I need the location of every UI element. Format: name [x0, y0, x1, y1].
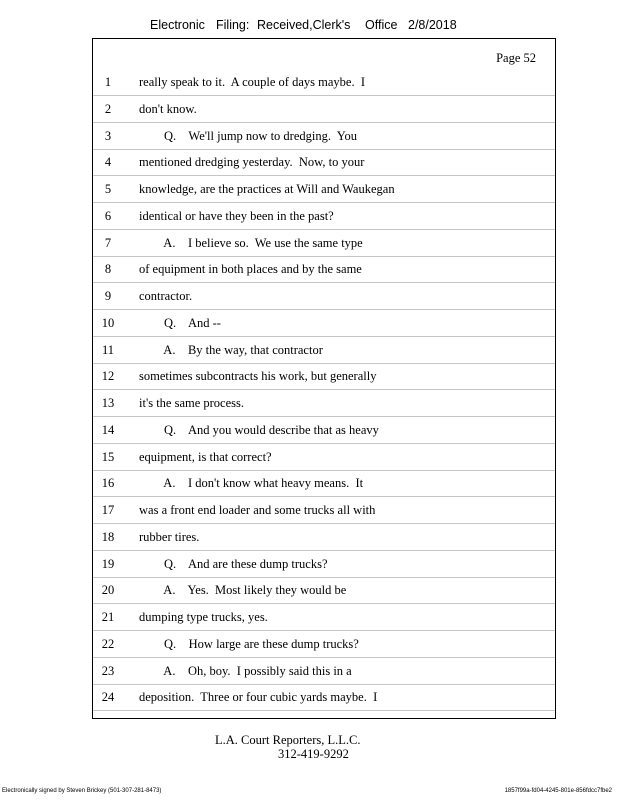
line-rule [93, 282, 555, 283]
transcript-page [92, 38, 556, 719]
line-number: 19 [101, 556, 115, 571]
line-number: 12 [101, 369, 115, 384]
line-rule [93, 149, 555, 150]
transcript-line [93, 396, 555, 423]
transcript-line [93, 637, 555, 664]
line-number: 4 [104, 155, 112, 170]
transcript-line [93, 102, 555, 129]
line-number: 11 [101, 342, 115, 357]
line-text: deposition. Three or four cubic yards maybe. I [139, 690, 378, 705]
transcript-line [93, 690, 555, 717]
line-text: identical or have they been in the past? [139, 208, 334, 223]
header-date: 2/8/2018 [408, 18, 457, 32]
line-number: 6 [104, 208, 112, 223]
line-text: Q. And -- [139, 315, 221, 330]
line-number: 18 [101, 529, 115, 544]
transcript-line [93, 129, 555, 156]
line-number: 17 [101, 503, 115, 517]
line-rule [93, 523, 555, 524]
line-rule [93, 550, 555, 551]
transcript-line [93, 155, 555, 182]
line-text: mentioned dredging yesterday. Now, to your [139, 155, 365, 170]
line-number: 20 [101, 583, 115, 598]
line-rule [93, 470, 555, 471]
transcript-line [93, 476, 555, 503]
line-rule [93, 630, 555, 631]
line-number: 5 [104, 182, 112, 196]
transcript-line [93, 209, 555, 236]
line-text: A. By the way, that contractor [139, 342, 323, 357]
transcript-line [93, 75, 555, 102]
line-rule [93, 603, 555, 604]
header-word-electronic: Electronic [150, 18, 205, 32]
line-text: Q. How large are these dump trucks? [139, 636, 359, 651]
line-number: 16 [101, 476, 115, 491]
line-text: of equipment in both places and by the same [139, 262, 362, 277]
line-text: it's the same process. [139, 396, 245, 410]
line-number: 1 [104, 75, 112, 89]
line-text: knowledge, are the practices at Will and Waukegan [139, 182, 395, 196]
line-rule [93, 122, 555, 123]
line-rule [93, 389, 555, 390]
transcript-line [93, 182, 555, 209]
transcript-line [93, 610, 555, 637]
transcript-line [93, 289, 555, 316]
transcript-line [93, 369, 555, 396]
line-rule [93, 496, 555, 497]
header-word-filing: Filing: [216, 18, 250, 32]
line-text: Q. We'll jump now to dredging. You [139, 128, 358, 143]
line-rule [93, 336, 555, 337]
line-rule [93, 175, 555, 176]
page-number: Page 52 [496, 51, 536, 65]
transcript-line [93, 583, 555, 610]
line-number: 8 [104, 262, 112, 277]
line-text: A. I don't know what heavy means. It [139, 476, 364, 491]
transcript-line [93, 664, 555, 691]
header-word-received: Received,Clerk's [257, 18, 351, 32]
line-number: 23 [101, 663, 115, 678]
header-word-office: Office [365, 18, 398, 32]
line-text: A. I believe so. We use the same type [139, 235, 363, 250]
line-rule [93, 256, 555, 257]
line-number: 14 [101, 422, 115, 437]
line-rule [93, 657, 555, 658]
line-rule [93, 363, 555, 364]
line-number: 24 [101, 690, 115, 705]
line-number: 13 [101, 396, 115, 410]
transcript-line [93, 530, 555, 557]
line-rule [93, 229, 555, 230]
transcript-line [93, 316, 555, 343]
transcript-line [93, 343, 555, 370]
line-rule [93, 443, 555, 444]
line-text: Q. And are these dump trucks? [139, 556, 328, 571]
line-number: 7 [104, 235, 112, 250]
line-number: 15 [101, 449, 115, 464]
line-text: contractor. [139, 289, 193, 303]
transcript-line [93, 450, 555, 477]
line-text: Q. And you would describe that as heavy [139, 422, 379, 437]
transcript-line [93, 423, 555, 450]
footer-phone: 312-419-9292 [278, 747, 349, 761]
line-text: A. Oh, boy. I possibly said this in a [139, 663, 352, 678]
line-number: 22 [101, 636, 115, 651]
line-text: sometimes subcontracts his work, but generally [139, 369, 377, 384]
transcript-line [93, 262, 555, 289]
line-text: don't know. [139, 101, 197, 116]
line-number: 3 [104, 128, 112, 143]
transcript-line [93, 557, 555, 584]
line-rule [93, 309, 555, 310]
line-text: A. Yes. Most likely they would be [139, 583, 347, 598]
line-number: 21 [101, 610, 115, 624]
line-rule [93, 95, 555, 96]
line-rule [93, 710, 555, 711]
electronic-signature: Electronically signed by Steven Brickey (501-307-281-8473) [2, 788, 162, 794]
document-id: 1857f99a-fd04-4245-801e-856fdcc7fbe2 [504, 788, 612, 794]
line-text: was a front end loader and some trucks all with [139, 503, 376, 517]
line-rule [93, 577, 555, 578]
line-text: dumping type trucks, yes. [139, 610, 268, 624]
line-rule [93, 684, 555, 685]
line-number: 9 [104, 289, 112, 303]
footer-company: L.A. Court Reporters, L.L.C. [215, 733, 361, 747]
line-rule [93, 416, 555, 417]
line-rule [93, 202, 555, 203]
line-text: equipment, is that correct? [139, 449, 272, 464]
line-number: 2 [104, 101, 112, 116]
line-text: rubber tires. [139, 529, 200, 544]
line-text: really speak to it. A couple of days maybe. I [139, 75, 365, 89]
line-number: 10 [101, 315, 115, 330]
transcript-line [93, 236, 555, 263]
transcript-line [93, 503, 555, 530]
